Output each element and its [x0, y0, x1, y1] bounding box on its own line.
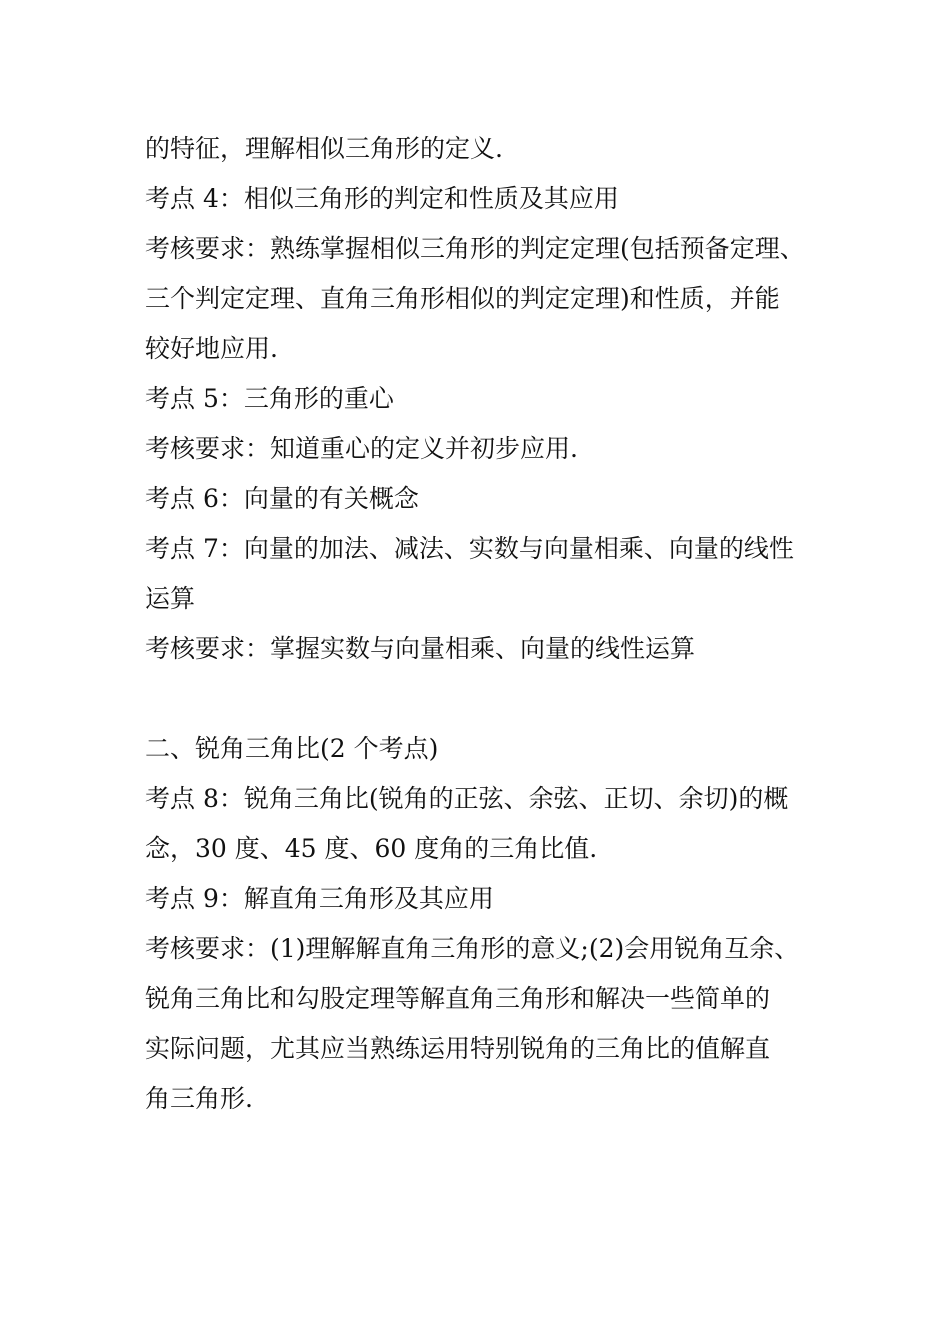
text-line: 三个判定定理、直角三角形相似的判定定理)和性质，并能	[145, 284, 780, 313]
exam-point-5-heading: 考点 5：三角形的重心	[145, 384, 394, 413]
text-line: 的特征，理解相似三角形的定义.	[145, 134, 503, 163]
text-line: 锐角三角比和勾股定理等解直角三角形和解决一些简单的	[145, 984, 771, 1013]
text-line: 考核要求：(1)理解解直角三角形的意义;(2)会用锐角互余、	[145, 934, 800, 963]
text-line: 较好地应用.	[145, 334, 278, 363]
blank-line	[145, 680, 835, 730]
section-heading: 二、锐角三角比(2 个考点)	[145, 734, 439, 763]
text-line: 念，30 度、45 度、60 度角的三角比值.	[145, 834, 598, 863]
text-line: 运算	[145, 584, 196, 613]
document-body	[145, 130, 835, 1130]
exam-point-4-heading: 考点 4：相似三角形的判定和性质及其应用	[145, 184, 619, 213]
text-line: 考核要求：熟练掌握相似三角形的判定定理(包括预备定理、	[145, 234, 805, 263]
exam-point-7-heading: 考点 7：向量的加法、减法、实数与向量相乘、向量的线性	[145, 534, 794, 563]
exam-point-9-heading: 考点 9：解直角三角形及其应用	[145, 884, 494, 913]
text-line: 考核要求：知道重心的定义并初步应用.	[145, 434, 578, 463]
exam-point-6-heading: 考点 6：向量的有关概念	[145, 484, 419, 513]
text-line: 角三角形.	[145, 1084, 253, 1113]
exam-point-8-heading: 考点 8：锐角三角比(锐角的正弦、余弦、正切、余切)的概	[145, 784, 789, 813]
text-line: 实际问题，尤其应当熟练运用特别锐角的三角比的值解直	[145, 1034, 771, 1063]
text-line: 考核要求：掌握实数与向量相乘、向量的线性运算	[145, 634, 696, 663]
